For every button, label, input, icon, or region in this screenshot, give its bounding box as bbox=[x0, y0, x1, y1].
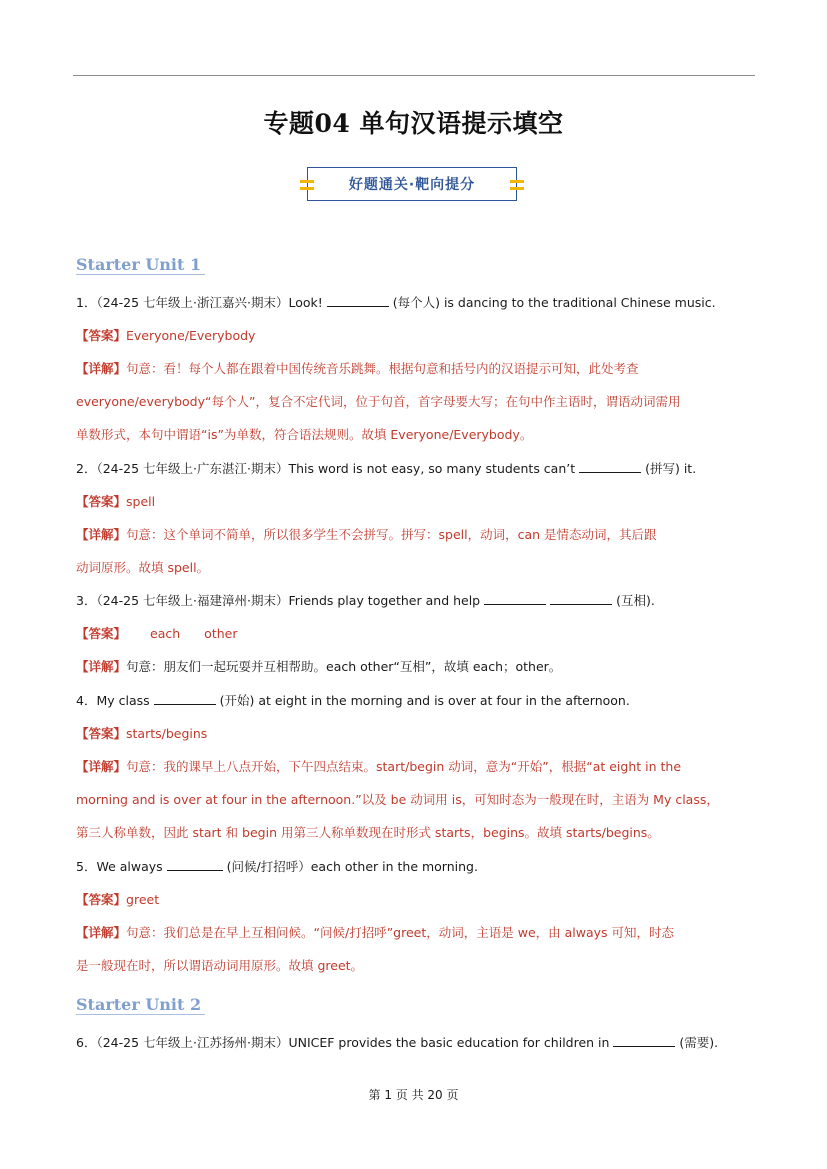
section-banner bbox=[307, 167, 517, 201]
question-source: （24-25 七年级上·福建漳州·期末）Friends play together and help bbox=[96, 593, 481, 608]
answer-5 bbox=[76, 891, 756, 909]
unit-heading-1: Starter Unit 1 bbox=[76, 256, 205, 275]
detail-2-line-2: 动词原形。故填 spell。 bbox=[76, 560, 210, 575]
answer-value: starts/begins bbox=[126, 726, 208, 741]
answer-blank-2[interactable] bbox=[550, 592, 612, 605]
detail-5-line-1 bbox=[76, 924, 756, 942]
detail-text: 句意：我的课早上八点开始，下午四点结束。start/begin 动词，意为“开始”，根据“at eight in the bbox=[126, 759, 682, 774]
answer-4 bbox=[76, 725, 756, 743]
question-text: (开始) at eight in the morning and is over at four in the afternoon. bbox=[219, 693, 630, 708]
question-source: （24-25 七年级上·江苏扬州·期末）UNICEF provides the basic education for children in bbox=[96, 1035, 610, 1050]
answer-blank[interactable] bbox=[579, 460, 641, 473]
banner-left-decoration bbox=[300, 177, 314, 193]
question-number: 6． bbox=[76, 1035, 97, 1050]
answer-label: 【答案】 bbox=[76, 626, 127, 641]
answer-value: greet bbox=[126, 892, 160, 907]
banner-text: 好题通关·靶向提分 bbox=[348, 177, 476, 193]
detail-label: 【详解】 bbox=[76, 659, 127, 674]
question-6 bbox=[76, 1034, 756, 1052]
question-4 bbox=[76, 692, 756, 710]
detail-4-line-3: 第三人称单数，因此 start 和 begin 用第三人称单数现在时形式 starts，begins。故填 starts/begins。 bbox=[76, 825, 660, 840]
answer-label: 【答案】 bbox=[76, 726, 127, 741]
question-number: 3． bbox=[76, 593, 97, 608]
detail-1-line-1 bbox=[76, 360, 756, 378]
detail-2-line-1 bbox=[76, 526, 756, 544]
question-text: (每个人) is dancing to the traditional Chinese music. bbox=[392, 295, 716, 310]
answer-1 bbox=[76, 327, 756, 345]
question-text: (拼写) it. bbox=[645, 461, 697, 476]
detail-text: 句意：看！每个人都在跟着中国传统音乐跳舞。根据句意和括号内的汉语提示可知，此处考查 bbox=[126, 361, 639, 376]
question-source: （24-25 七年级上·广东湛江·期末）This word is not easy, so many students can’t bbox=[96, 461, 576, 476]
answer-label: 【答案】 bbox=[76, 328, 127, 343]
detail-1-line-2: everyone/everybody“每个人”，复合不定代词，位于句首，首字母要大写；在句中作主语时，谓语动词需用 bbox=[76, 394, 681, 409]
question-source: （24-25 七年级上·浙江嘉兴·期末）Look! bbox=[96, 295, 323, 310]
answer-blank-1[interactable] bbox=[484, 592, 546, 605]
answer-blank[interactable] bbox=[167, 858, 223, 871]
answer-label: 【答案】 bbox=[76, 892, 127, 907]
answer-3 bbox=[76, 625, 756, 643]
header-rule bbox=[73, 75, 755, 76]
detail-4-line-2: morning and is over at four in the afternoon.”以及 be 动词用 is，可知时态为一般现在时，主语为 My class， bbox=[76, 792, 719, 807]
detail-text: 句意：这个单词不简单，所以很多学生不会拼写。拼写：spell，动词，can 是情态动词，其后跟 bbox=[126, 527, 657, 542]
question-text: (需要). bbox=[679, 1035, 719, 1050]
answer-blank[interactable] bbox=[327, 294, 389, 307]
answer-2 bbox=[76, 493, 756, 511]
question-text-pre: My class bbox=[96, 693, 150, 708]
question-2 bbox=[76, 460, 756, 478]
question-text: (问候/打招呼）each other in the morning. bbox=[226, 859, 478, 874]
unit-heading-2: Starter Unit 2 bbox=[76, 996, 205, 1015]
answer-value-1: each bbox=[150, 626, 181, 641]
detail-text: 句意：我们总是在早上互相问候。“问候/打招呼”greet，动词，主语是 we，由 always 可知，时态 bbox=[126, 925, 675, 940]
detail-5-line-2: 是一般现在时，所以谓语动词用原形。故填 greet。 bbox=[76, 958, 364, 973]
question-number: 1． bbox=[76, 295, 97, 310]
detail-label: 【详解】 bbox=[76, 759, 127, 774]
question-3 bbox=[76, 592, 756, 610]
page-title: 专题04 单句汉语提示填空 bbox=[263, 109, 564, 138]
answer-value-2: other bbox=[204, 626, 238, 641]
detail-3-line-1 bbox=[76, 658, 756, 676]
banner-right-decoration bbox=[510, 177, 524, 193]
question-5 bbox=[76, 858, 756, 876]
question-text: (互相). bbox=[616, 593, 655, 608]
page-footer: 第 1 页 共 20 页 bbox=[368, 1088, 459, 1102]
answer-blank[interactable] bbox=[154, 692, 216, 705]
question-number: 5． bbox=[76, 859, 97, 874]
detail-1-line-3: 单数形式，本句中谓语“is”为单数，符合语法规则。故填 Everyone/Everybody。 bbox=[76, 427, 533, 442]
detail-label: 【详解】 bbox=[76, 925, 127, 940]
question-number: 4． bbox=[76, 693, 97, 708]
question-text-pre: We always bbox=[96, 859, 163, 874]
detail-label: 【详解】 bbox=[76, 361, 127, 376]
detail-label: 【详解】 bbox=[76, 527, 127, 542]
answer-label: 【答案】 bbox=[76, 494, 127, 509]
answer-blank[interactable] bbox=[613, 1034, 675, 1047]
question-1 bbox=[76, 294, 756, 312]
detail-4-line-1 bbox=[76, 758, 756, 776]
answer-value: spell bbox=[126, 494, 156, 509]
detail-text: 句意：朋友们一起玩耍并互相帮助。each other“互相”，故填 each；other。 bbox=[126, 659, 562, 674]
question-number: 2． bbox=[76, 461, 97, 476]
answer-value: Everyone/Everybody bbox=[126, 328, 256, 343]
